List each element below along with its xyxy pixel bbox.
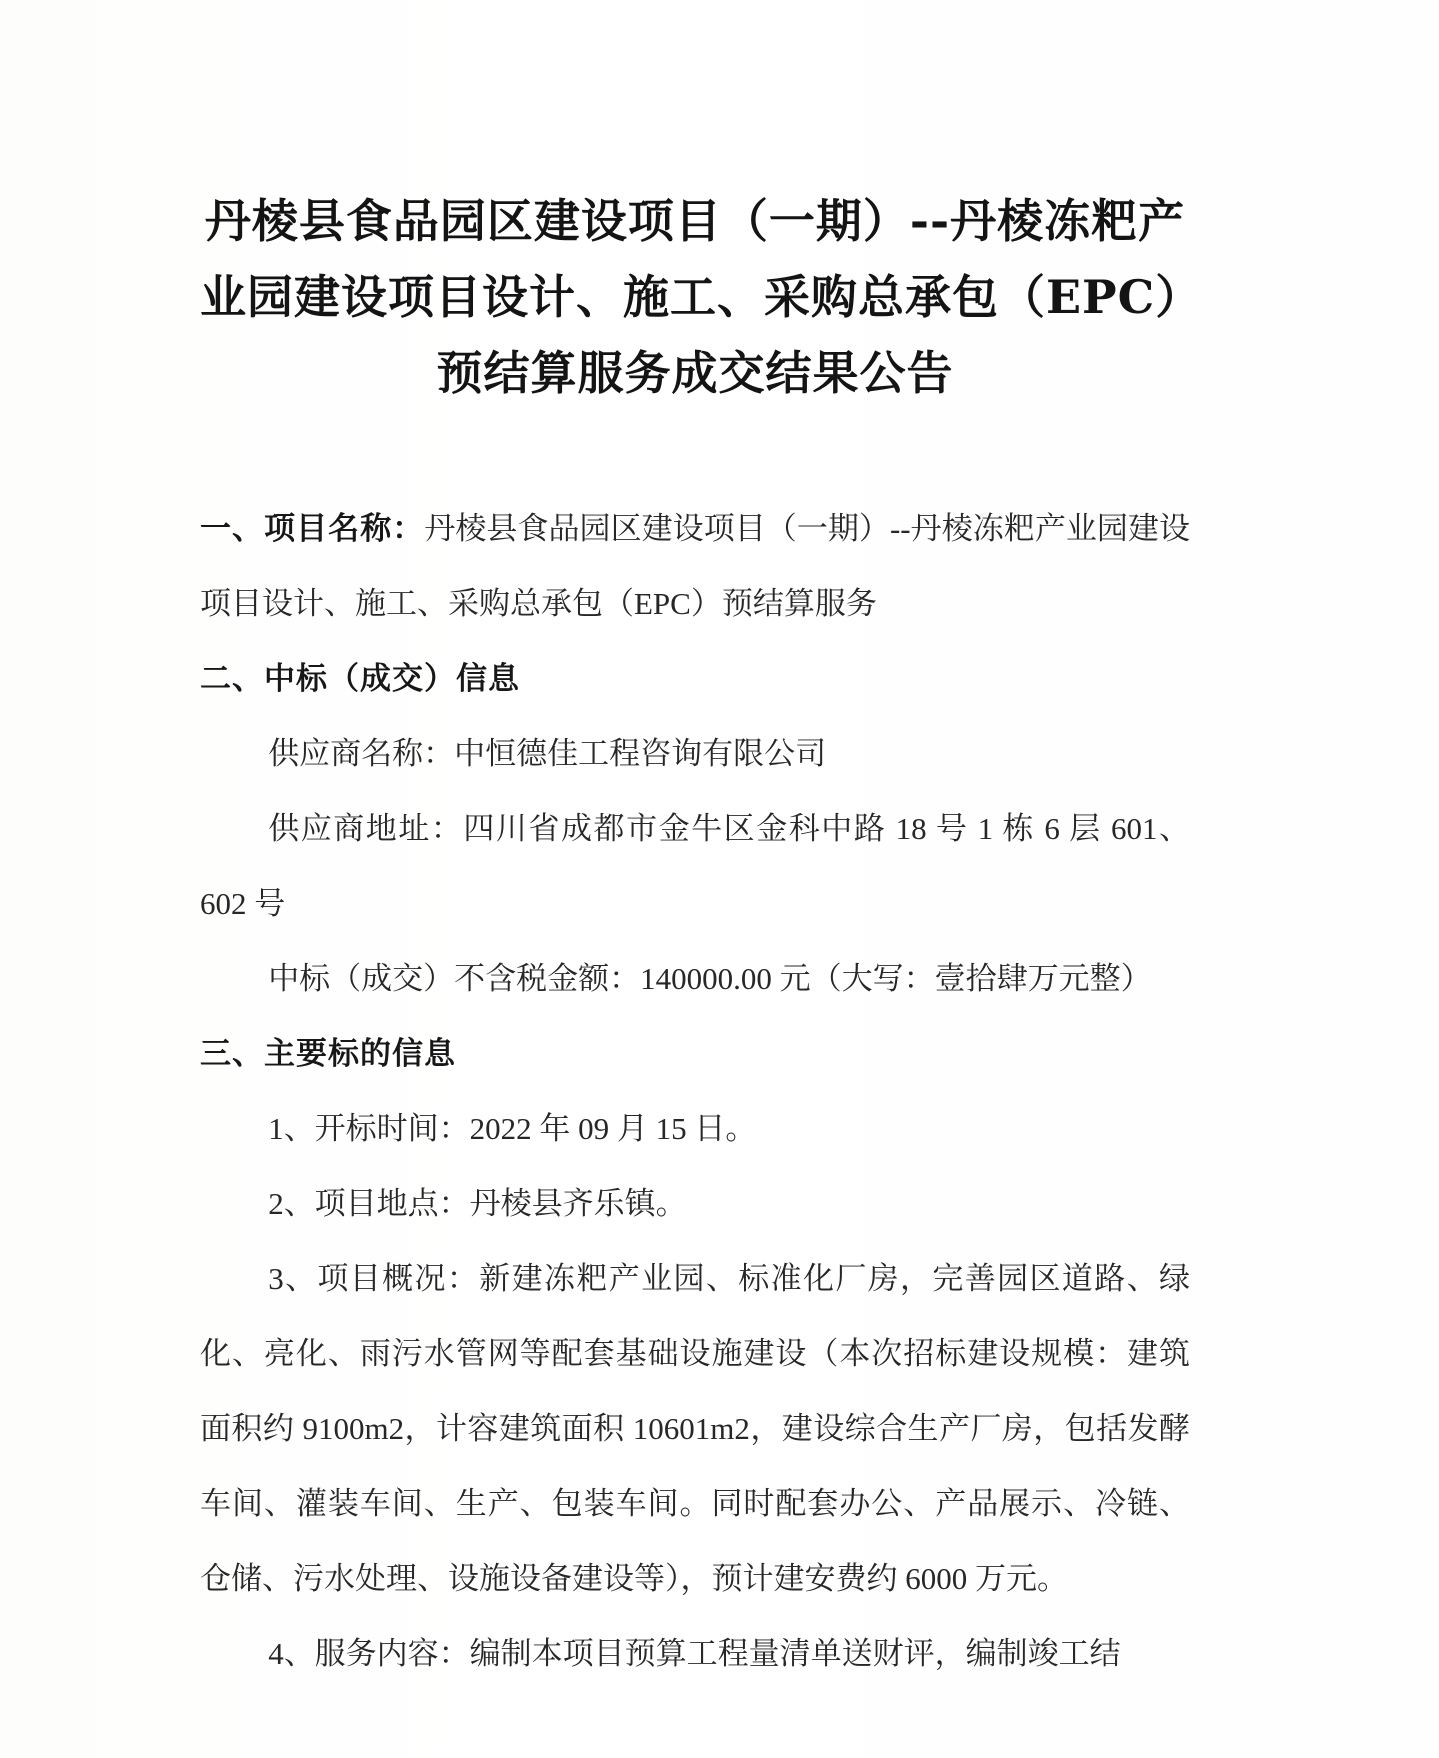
project-overview-text: 3、项目概况：新建冻粑产业园、标准化厂房，完善园区道路、绿化、亮化、雨污水管网等配套基础设施建设（本次招标建设规模：建筑面积约 9100m2，计容建筑面积 10601m2，建设综合生产厂房，包括发酵车间、灌装车间、生产、包装车间。同时配套办公、产品展示、冷链、仓储、污水处理、设施设备建设等），预计建安费约 6000 万元。 [200, 1261, 1190, 1596]
paragraph-service-content [200, 1616, 1190, 1691]
service-content-text: 4、服务内容：编制本项目预算工程量清单送财评，编制竣工结 [268, 1636, 1121, 1671]
document-body [200, 491, 1190, 1691]
paragraph-project-name [200, 491, 1190, 641]
document-title-line-1: 丹棱县食品园区建设项目（一期）--丹棱冻粑产 [204, 194, 1186, 248]
section-heading-award-info [200, 641, 1190, 716]
project-name-text: 丹棱县食品园区建设项目（一期）--丹棱冻粑产业园建设项目设计、施工、采购总承包（EPC）预结算服务 [200, 511, 1190, 621]
paragraph-project-overview [200, 1241, 1190, 1616]
award-amount-text: 中标（成交）不含税金额：140000.00 元（大写：壹拾肆万元整） [268, 961, 1152, 996]
document-title-line-3: 预结算服务成交结果公告 [436, 346, 954, 400]
section-label-subject-info: 三、主要标的信息 [200, 1036, 456, 1071]
supplier-name-text: 供应商名称：中恒德佳工程咨询有限公司 [268, 736, 827, 771]
project-location-text: 2、项目地点：丹棱县齐乐镇。 [268, 1186, 687, 1221]
paragraph-award-amount [200, 941, 1190, 1016]
section-label-project-name: 一、项目名称： [200, 511, 425, 546]
paragraph-supplier-name [200, 716, 1190, 791]
bid-opening-time-text: 1、开标时间：2022 年 09 月 15 日。 [268, 1111, 757, 1146]
document-title [200, 183, 1203, 411]
document-content [200, 0, 1203, 1691]
paragraph-supplier-address [200, 791, 1190, 941]
document-title-line-2: 业园建设项目设计、施工、采购总承包（EPC） [200, 270, 1203, 324]
supplier-address-text: 供应商地址：四川省成都市金牛区金科中路 18 号 1 栋 6 层 601、602 号 [200, 811, 1190, 921]
paragraph-bid-opening-time [200, 1091, 1190, 1166]
section-heading-subject-info [200, 1016, 1190, 1091]
paragraph-project-location [200, 1166, 1190, 1241]
section-label-award-info: 二、中标（成交）信息 [200, 661, 520, 696]
